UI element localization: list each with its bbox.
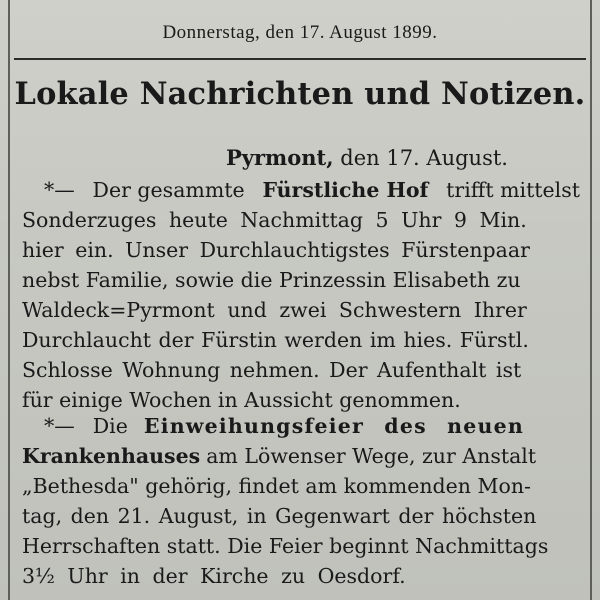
article2-text-b: am Löwenser Wege, zur Anstalt [206, 444, 537, 468]
article1-line-3: hier ein. Unser Durchlauchtigstes Fürstenpaar [22, 238, 530, 262]
article1-highlight: Fürstliche Hof [262, 178, 429, 202]
article1-line-1 [22, 180, 580, 201]
article1-line-4: nebst Familie, sowie die Prinzessin Elisabeth zu [22, 268, 521, 292]
article2-line-5: Herrschaften statt. Die Feier beginnt Nachmittags [22, 534, 549, 558]
article2-line-3: „Bethesda" gehörig, findet am kommenden Mon- [22, 474, 531, 498]
article1-line-5: Waldeck=Pyrmont und zwei Schwestern Ihrer [22, 298, 527, 322]
article2-highlight-2: Krankenhauses [22, 444, 201, 468]
article2-marker: *— [44, 414, 75, 438]
article2-text-a: Die [92, 414, 128, 438]
article1-line-2: Sonderzuges heute Nachmittag 5 Uhr 9 Min. [22, 208, 527, 232]
article2-line-2 [22, 446, 580, 467]
article-dateline [226, 145, 508, 170]
dateline-date: den 17. August. [340, 146, 508, 170]
article1-line-8: für einige Wochen in Aussicht genommen. [22, 388, 461, 412]
issue-date: Donnerstag, den 17. August 1899. [162, 22, 438, 43]
article2-line-6: 3½ Uhr in der Kirche zu Oesdorf. [22, 564, 406, 588]
article1-line-6: Durchlaucht der Fürstin werden im hies. Fürstl. [22, 328, 529, 352]
dateline-place: Pyrmont, [226, 145, 334, 170]
article1-text-c: trifft mittelst [446, 178, 580, 202]
article1-text-a: Der gesammte [92, 178, 245, 202]
article1-marker: *— [44, 178, 75, 202]
article2-highlight: Einweihungsfeier des neuen [143, 414, 524, 438]
article2-line-4: tag, den 21. August, in Gegenwart der höchsten [22, 504, 537, 528]
article2-line-1 [22, 416, 580, 437]
section-headline: Lokale Nachrichten und Notizen. [14, 76, 586, 112]
article1-line-7: Schlosse Wohnung nehmen. Der Aufenthalt ist [22, 358, 522, 382]
header-rule [14, 58, 586, 60]
